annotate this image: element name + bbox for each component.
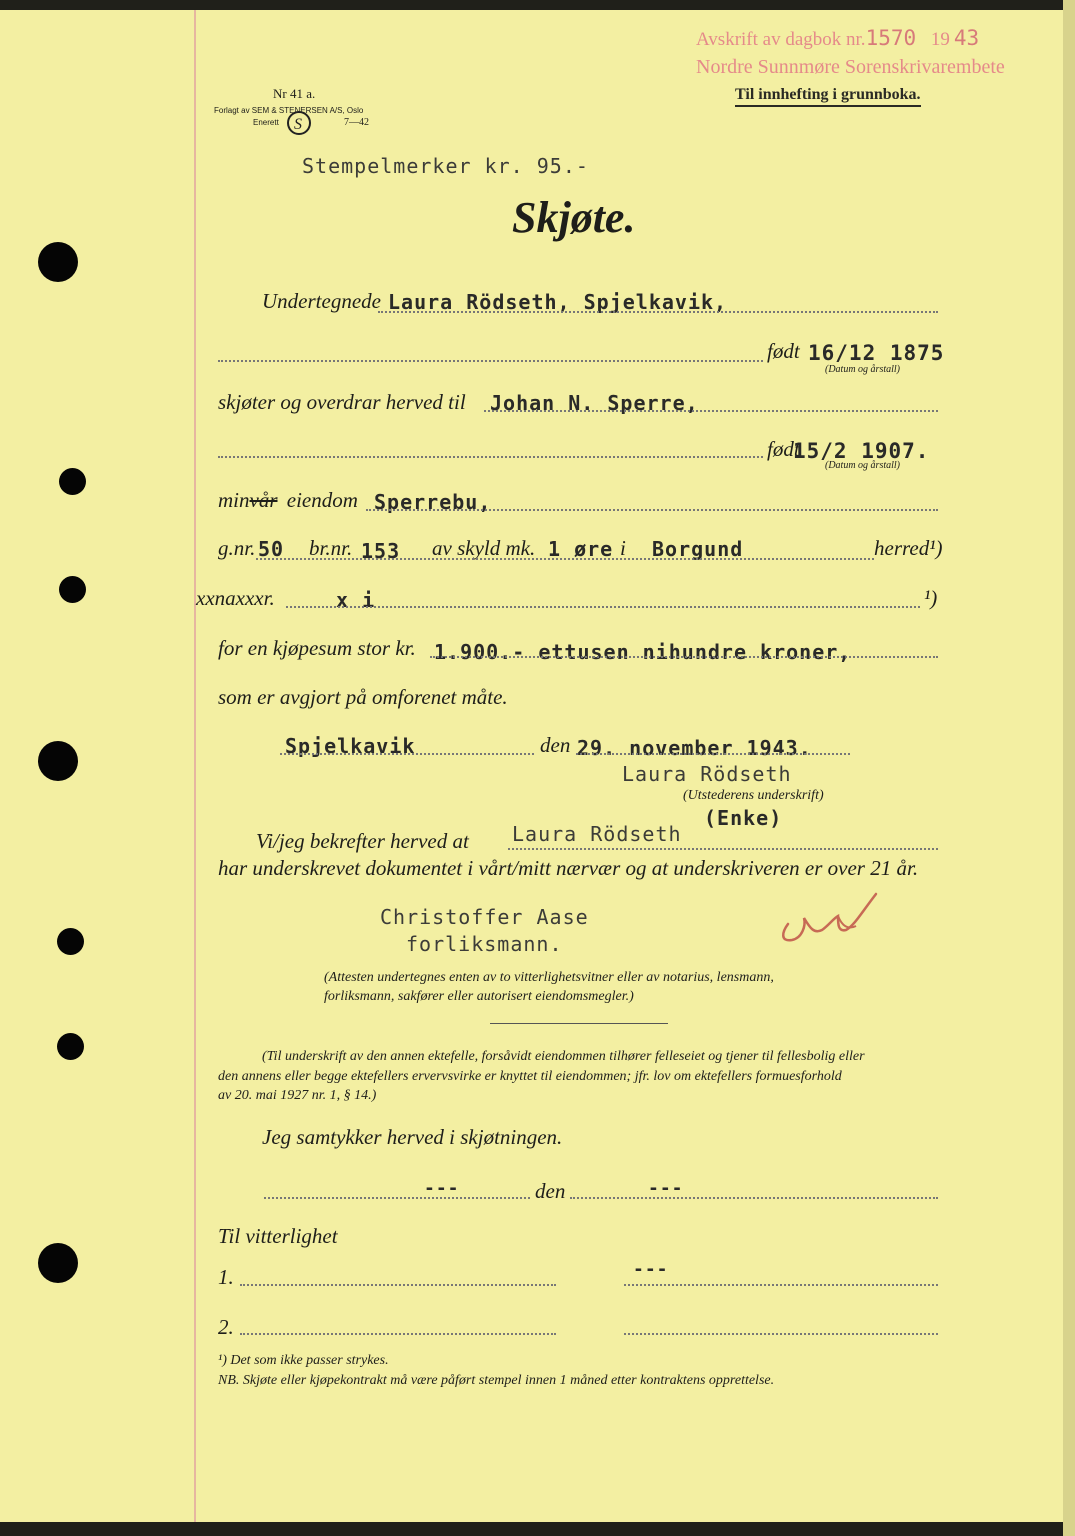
stamp-duty-text: Stempelmerker kr. 95.- [302, 154, 589, 178]
bnr-label: br.nr. [309, 536, 353, 560]
scan-edge-right [1063, 0, 1075, 1536]
stamp-year-prefix: 19 [930, 29, 950, 50]
property-value: Sperrebu, [374, 490, 492, 514]
buyer-name: Johan N. Sperre, [490, 391, 699, 415]
punch-hole [57, 1033, 84, 1060]
price-value: 1.900.- ettusen nihundre kroner, [434, 640, 852, 664]
punch-hole [59, 576, 86, 603]
stamp-number: 1570 [865, 26, 917, 50]
buyer-born-label: født [767, 437, 800, 461]
stamp-year: 43 [953, 26, 980, 50]
issuer-caption: (Utstederens underskrift) [683, 788, 824, 803]
witness1-dotline-left [240, 1284, 556, 1286]
struck-line-footnote: ¹) [924, 586, 938, 610]
consent-den-label: den [535, 1179, 566, 1203]
scan-edge-bottom [0, 1522, 1075, 1536]
punch-hole [38, 242, 78, 282]
vitterlighet-label: Til vitterlighet [218, 1224, 338, 1248]
property-dotline [366, 509, 938, 511]
gnr-label: g.nr. [218, 536, 256, 560]
svg-text:S: S [294, 116, 302, 133]
place-dotline [280, 753, 534, 755]
punch-hole [38, 741, 78, 781]
form-number: Nr 41 a. [273, 86, 316, 101]
page-title: Skjøte. [512, 193, 636, 242]
registry-stamp-line3: Til innhefting i grunnboka. [735, 86, 921, 107]
struck-dotline [286, 606, 920, 608]
property-label [218, 488, 358, 513]
attestor-name: Christoffer Aase [380, 905, 589, 929]
property-label-eiendom: eiendom [286, 488, 358, 512]
attestor-signature-mark [776, 888, 880, 948]
witness1-number: 1. [218, 1265, 234, 1289]
seller-dotline [378, 311, 938, 313]
witness1-dotline-right [624, 1284, 938, 1286]
consent-text: Jeg samtykker herved i skjøtningen. [262, 1125, 563, 1149]
publisher-logo [286, 110, 312, 136]
herred-label: herred¹) [874, 536, 943, 560]
date-dotline [576, 753, 850, 755]
buyer-born-hint: (Datum og årstall) [825, 460, 900, 471]
struck-label: xxnaxxxr. [196, 586, 275, 610]
place-value: Spjelkavik [285, 734, 416, 758]
skyld-value: 1 øre [548, 537, 614, 561]
den-label: den [540, 733, 571, 757]
property-label-min: min [218, 488, 250, 512]
buyer-born-dotline [218, 456, 763, 458]
seller-label: Undertegnede [262, 289, 381, 313]
witness2-number: 2. [218, 1315, 234, 1339]
footnote-2: NB. Skjøte eller kjøpekontrakt må være påført stempel innen 1 måned etter kontraktens opprettelse. [218, 1373, 775, 1388]
punch-hole [38, 1243, 78, 1283]
publisher-enerett: Enerett [253, 118, 279, 127]
spouse-note-line3: av 20. mai 1927 nr. 1, § 14.) [218, 1088, 377, 1103]
issuer-signature: Laura Rödseth [622, 762, 792, 786]
attest-note-line2: forliksmann, sakfører eller autorisert eiendomsmegler.) [324, 989, 634, 1004]
witness2-dotline-right [624, 1333, 938, 1335]
skyld-i: i [620, 536, 626, 560]
settled-text: som er avgjort på omforenet måte. [218, 685, 508, 709]
publisher-line: Forlagt av SEM & STENERSEN A/S, Oslo [214, 106, 364, 115]
skyld-label: av skyld mk. [432, 536, 536, 560]
property-label-struck: vår [249, 488, 278, 512]
bnr-value: 153 [361, 539, 401, 563]
consent-dash-2: --- [648, 1178, 684, 1199]
attest-divider [490, 1023, 668, 1024]
date-value: 29. november 1943. [577, 736, 812, 760]
struck-line-value: x i [336, 588, 376, 612]
publisher-date: 7—42 [344, 117, 369, 128]
transfer-label: skjøter og overdrar herved til [218, 390, 466, 414]
seller-value: Laura Rödseth, Spjelkavik, [388, 290, 728, 314]
enke-note: (Enke) [704, 806, 783, 830]
municipality-value: Borgund [652, 537, 744, 561]
consent-dotline-2 [570, 1197, 938, 1199]
registry-stamp-line1 [696, 26, 979, 51]
spouse-note-line2: den annens eller begge ektefellers ervervsvirke er knyttet til eiendommen; jfr. lov om ektefellers formuesforhold [218, 1069, 842, 1084]
seller-born-label: født [767, 339, 800, 363]
stamp-prefix: Avskrift av dagbok nr. [696, 29, 866, 50]
spouse-note-line1: (Til underskrift av den annen ektefelle, forsåvidt eiendommen tilhører felleseiet og tjener til fellesbolig eller [262, 1049, 865, 1064]
attest-note-line1: (Attesten undertegnes enten av to vitterlighetsvitner eller av notarius, lensmann, [324, 970, 774, 985]
seller-born-value: 16/12 1875 [808, 341, 945, 365]
seller-born-hint: (Datum og årstall) [825, 364, 900, 375]
footnote-1: ¹) Det som ikke passer strykes. [218, 1353, 389, 1368]
price-label: for en kjøpesum stor kr. [218, 636, 416, 660]
gnr-value: 50 [258, 537, 285, 561]
margin-line [194, 10, 196, 1522]
punch-hole [57, 928, 84, 955]
witness-dotline [508, 848, 938, 850]
buyer-born-value: 15/2 1907. [793, 439, 930, 463]
seller-born-dotline [218, 360, 763, 362]
scan-edge-top [0, 0, 1075, 10]
gnr-dotline [256, 558, 874, 560]
registry-stamp-line2: Nordre Sunnmøre Sorenskrivarembete [696, 56, 1005, 78]
price-dotline [430, 656, 938, 658]
consent-dash-1: --- [424, 1178, 460, 1199]
attestor-title: forliksmann. [406, 932, 563, 956]
witness-sentence: har underskrevet dokumentet i vårt/mitt nærvær og at underskriveren er over 21 år. [218, 856, 919, 880]
witness1-dash: --- [633, 1259, 669, 1280]
punch-hole [59, 468, 86, 495]
witness-intro: Vi/jeg bekrefter herved at [256, 829, 469, 853]
consent-dotline-1 [264, 1197, 530, 1199]
witness-name: Laura Rödseth [512, 822, 682, 846]
buyer-dotline [484, 410, 938, 412]
witness2-dotline-left [240, 1333, 556, 1335]
